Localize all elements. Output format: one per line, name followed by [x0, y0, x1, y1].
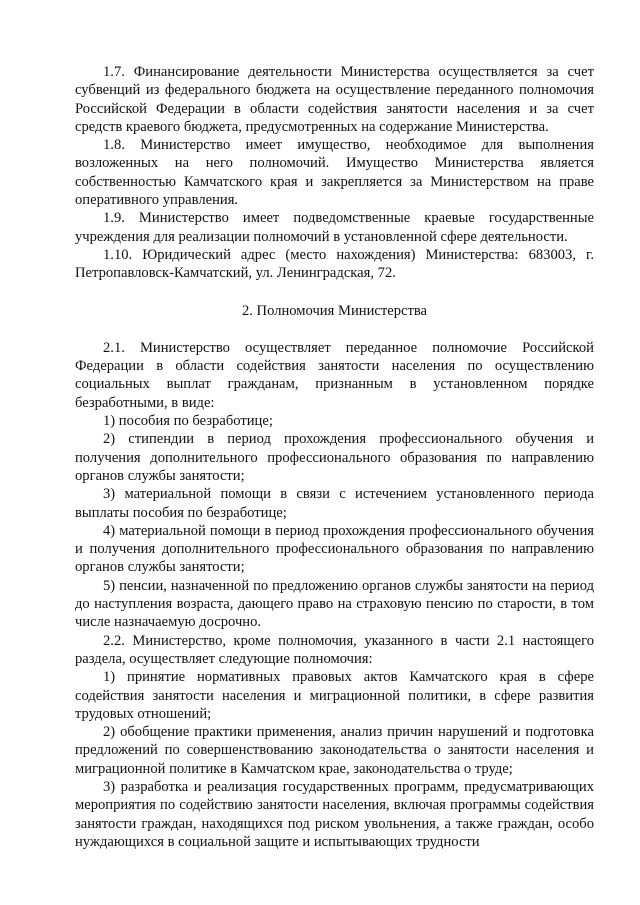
- paragraph-1-7: 1.7. Финансирование деятельности Министерства осуществляется за счет субвенций из федерального бюджета на осуществление переданного полномочия Российской Федерации в области содействия занятости населения и за счет средств краевого бюджета, предусмотренных на содержание Министерства.: [75, 64, 594, 135]
- section-1: [75, 63, 594, 283]
- paragraph-1-10: 1.10. Юридический адрес (место нахождения) Министерства: 683003, г. Петропавловск-Камчатский, ул. Ленинградская, 72.: [75, 246, 594, 282]
- paragraph-2-1: 2.1. Министерство осуществляет переданное полномочие Российской Федерации в области содействия занятости населения по осуществлению социальных выплат гражданам, признанным в установленном порядке безработными, в виде:: [75, 339, 594, 411]
- list-item-2-1-5: 5) пенсии, назначенной по предложению органов службы занятости на период до наступления возраста, дающего право на страховую пенсию по старости, в том числе назначаемую досрочно.: [75, 577, 594, 631]
- list-item-2-2-3: 3) разработка и реализация государственных программ, предусматривающих мероприятия по содействию занятости населения, включая программы содействия занятости граждан, находящихся под риском увольнения, а также граждан, особо нуждающихся в социальной защите и испытывающих трудности: [75, 778, 594, 850]
- paragraph-2-2: 2.2. Министерство, кроме полномочия, указанного в части 2.1 настоящего раздела, осуществляет следующие полномочия:: [75, 632, 594, 667]
- list-item-2-1-2: 2) стипендии в период прохождения профессионального обучения и получения дополнительного профессионального образования по направлению органов службы занятости;: [75, 431, 594, 484]
- section-2-heading: 2. Полномочия Министерства: [241, 302, 428, 319]
- paragraph-1-8: 1.8. Министерство имеет имущество, необходимое для выполнения возложенных на него полномочий. Имущество Министерства является собственностью Камчатского края и закрепляется за Министерством на праве оперативного управления.: [75, 137, 594, 209]
- section-2: [75, 339, 594, 851]
- list-item-2-1-1: 1) пособия по безработице;: [103, 413, 273, 430]
- paragraph-1-9: 1.9. Министерство имеет подведомственные краевые государственные учреждения для реализации полномочий в установленной сфере деятельности.: [75, 210, 594, 245]
- list-item-2-1-3: 3) материальной помощи в связи с истечением установленного периода выплаты пособия по безработице;: [75, 486, 594, 521]
- list-item-2-2-1: 1) принятие нормативных правовых актов Камчатского края в сфере содействия занятости населения и миграционной политики, в сфере развития трудовых отношений;: [75, 669, 594, 722]
- list-item-2-2-2: 2) обобщение практики применения, анализ причин нарушений и подготовка предложений по совершенствованию законодательства о занятости населения и миграционной политике в Камчатском крае, законодательства о труде;: [75, 724, 594, 777]
- list-item-2-1-4: 4) материальной помощи в период прохождения профессионального обучения и получения дополнительного профессионального образования по направлению органов службы занятости;: [75, 522, 594, 576]
